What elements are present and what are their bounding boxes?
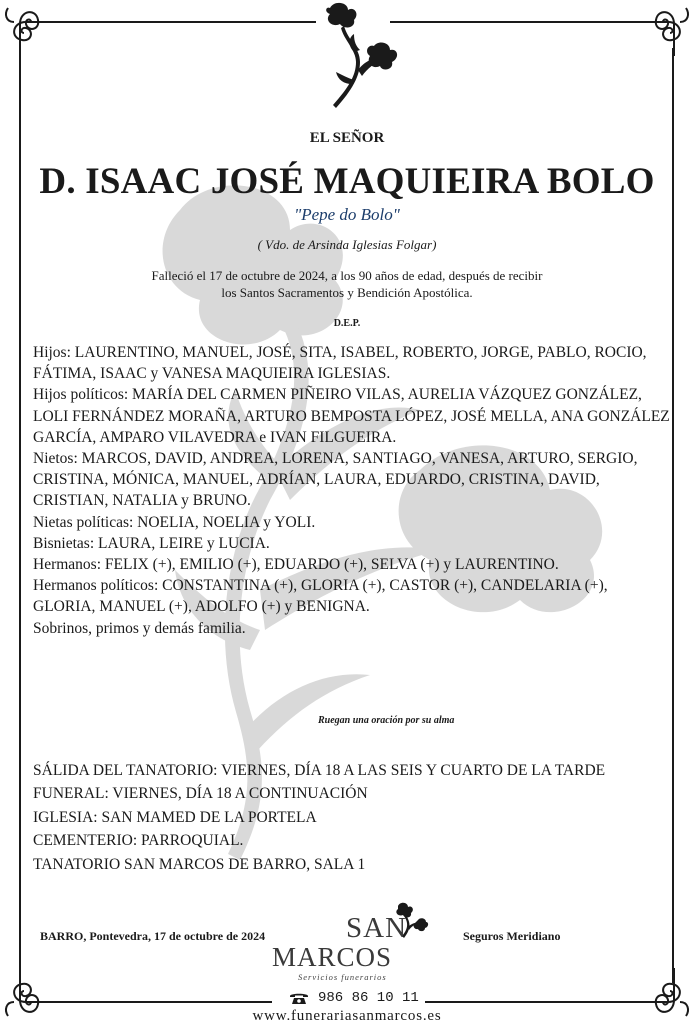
corner-ornament-top-left [0, 0, 58, 58]
family-children-in-law: Hijos políticos: MARÍA DEL CARMEN PIÑEIRO VILAS, AURELIA VÁZQUEZ GONZÁLEZ, LOLI FERNÁNDEZ MORAÑA, ARTURO BEMPOSTA LÓPEZ, JOSÉ MELLA, ANA GONZÁLEZ GARCÍA, AMPARO VILAVEDRA e IVAN FILGUEIRA. [33, 386, 670, 446]
family-others: Sobrinos, primos y demás familia. [33, 619, 246, 637]
insurer: Seguros Meridiano [463, 929, 561, 943]
family-great-grandchildren: Bisnietas: LAURA, LEIRE y LUCIA. [33, 534, 270, 552]
service-church: IGLESIA: SAN MAMED DE LA PORTELA [33, 808, 317, 826]
service-departure: SÁLIDA DEL TANATORIO: VIERNES, DÍA 18 A LAS SEIS Y CUARTO DE LA TARDE [33, 762, 606, 779]
death-notice-line-1: Falleció el 17 de octubre de 2024, a los 90 años de edad, después de recibir [151, 268, 543, 283]
family-grandchildren: Nietos: MARCOS, DAVID, ANDREA, LORENA, SANTIAGO, VANESA, ARTURO, SERGIO, CRISTINA, MÓNICA, MANUEL, ADRÍAN, LAURA, EDUARDO, CRISTINA, DAVID, CRISTIAN, NATALIA y BRUNO. [33, 450, 638, 510]
rest-in-peace: D.E.P. [333, 318, 361, 329]
nickname: "Pepe do Bolo" [294, 205, 400, 224]
logo-text-line-1: SAN [346, 912, 408, 944]
phone-number: 986 86 10 11 [318, 990, 419, 1006]
widow-note: ( Vdo. de Arsinda Iglesias Folgar) [257, 237, 437, 252]
prayer-request: Ruegan una oración por su alma [318, 715, 455, 726]
family-siblings: Hermanos: FELIX (+), EMILIO (+), EDUARDO (+), SELVA (+) y LAURENTINO. [33, 556, 559, 574]
service-funeral-home: TANATORIO SAN MARCOS DE BARRO, SALA 1 [33, 855, 366, 873]
place-date: BARRO, Pontevedra, 17 de octubre de 2024 [40, 929, 266, 943]
rose-icon [318, 0, 406, 112]
service-funeral: FUNERAL: VIERNES, DÍA 18 A CONTINUACIÓN [33, 785, 368, 803]
deceased-name: D. ISAAC JOSÉ MAQUIEIRA BOLO [39, 161, 655, 202]
phone-icon [289, 991, 309, 1005]
family-children: Hijos: LAURENTINO, MANUEL, JOSÉ, SITA, ISABEL, ROBERTO, JORGE, PABLO, ROCIO, FÁTIMA, ISAAC y VANESA MAQUIEIRA IGLESIAS. [33, 344, 647, 383]
frame-bottom-right [425, 1001, 653, 1003]
frame-top-left [40, 21, 316, 23]
service-cemetery: CEMENTERIO: PARROQUIAL. [33, 832, 244, 850]
service-details [33, 759, 673, 876]
frame-top-right [390, 21, 652, 23]
logo-text-line-2: MARCOS [272, 942, 393, 972]
website-link[interactable]: www.funerariasanmarcos.es [252, 1008, 442, 1024]
intro-label: EL SEÑOR [309, 130, 385, 146]
death-notice-line-2: los Santos Sacramentos y Bendición Apostólica. [221, 285, 473, 300]
family-grandchildren-in-law: Nietas políticas: NOELIA, NOELIA y YOLI. [33, 513, 316, 531]
family-siblings-in-law: Hermanos políticos: CONSTANTINA (+), GLORIA (+), CASTOR (+), CANDELARIA (+), GLORIA, MANUEL (+), ADOLFO (+) y BENIGNA. [33, 577, 608, 616]
frame-bottom-left [40, 1001, 272, 1003]
family-list [33, 342, 673, 639]
logo-tagline: Servicios funerarios [298, 972, 387, 982]
corner-ornament-top-right [636, 0, 694, 58]
